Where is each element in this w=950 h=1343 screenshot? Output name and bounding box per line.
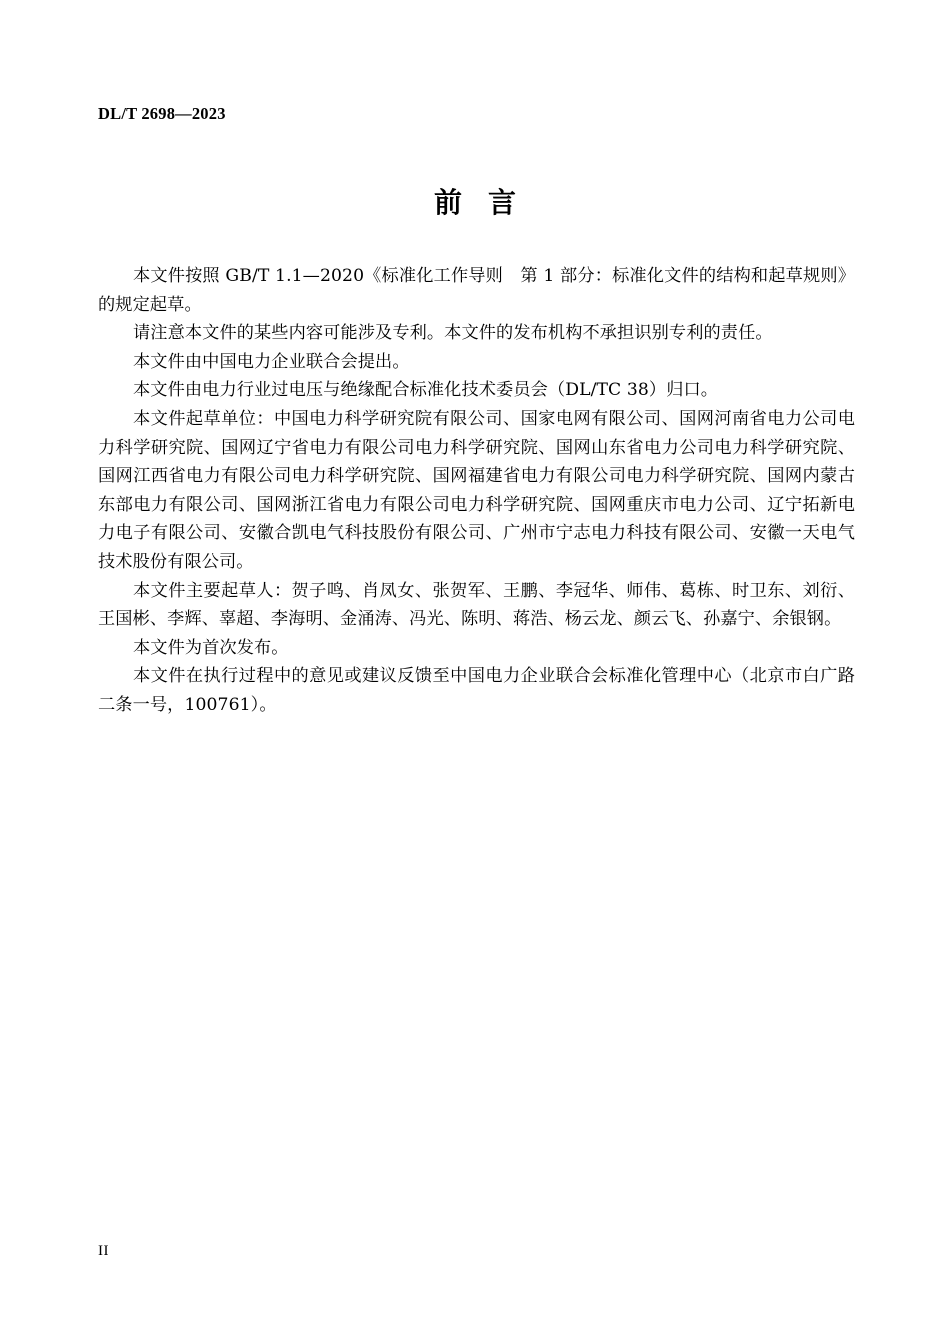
paragraph-feedback: 本文件在执行过程中的意见或建议反馈至中国电力企业联合会标准化管理中心（北京市白广路二条一号，100761）。: [98, 666, 855, 715]
paragraph-first-issue: 本文件为首次发布。: [133, 637, 289, 658]
page-number: II: [98, 1243, 109, 1259]
paragraph-drafting-basis: 本文件按照 GB/T 1.1—2020《标准化工作导则 第 1 部分：标准化文件的结构和起草规则》的规定起草。: [98, 266, 855, 315]
paragraph-proposed-by: 本文件由中国电力企业联合会提出。: [133, 351, 410, 372]
paragraph-administered-by: 本文件由电力行业过电压与绝缘配合标准化技术委员会（DL/TC 38）归口。: [133, 380, 719, 401]
standard-number-header: DL/T 2698—2023: [98, 104, 226, 123]
paragraph-principal-drafters: 本文件主要起草人：贺子鸣、肖凤女、张贺军、王鹏、李冠华、师伟、葛栋、时卫东、刘衍、王国彬、李辉、辜超、李海明、金涌涛、冯光、陈明、蒋浩、杨云龙、颜云飞、孙嘉宁、余银钢。: [98, 580, 855, 630]
page-title: 前言: [433, 186, 542, 219]
paragraph-patent-notice: 请注意本文件的某些内容可能涉及专利。本文件的发布机构不承担识别专利的责任。: [133, 323, 773, 344]
paragraph-drafting-organizations: 本文件起草单位：中国电力科学研究院有限公司、国家电网有限公司、国网河南省电力公司电力科学研究院、国网辽宁省电力有限公司电力科学研究院、国网山东省电力公司电力科学研究院、国网江西省电力有限公司电力科学研究院、国网福建省电力有限公司电力科学研究院、国网内蒙古东部电力有限公司、国网浙江省电力有限公司电力科学研究院、国网重庆市电力公司、辽宁拓新电力电子有限公司、安徽合凯电气科技股份有限公司、广州市宁志电力科技有限公司、安徽一天电气技术股份有限公司。: [98, 408, 855, 572]
foreword-body: [98, 262, 855, 720]
